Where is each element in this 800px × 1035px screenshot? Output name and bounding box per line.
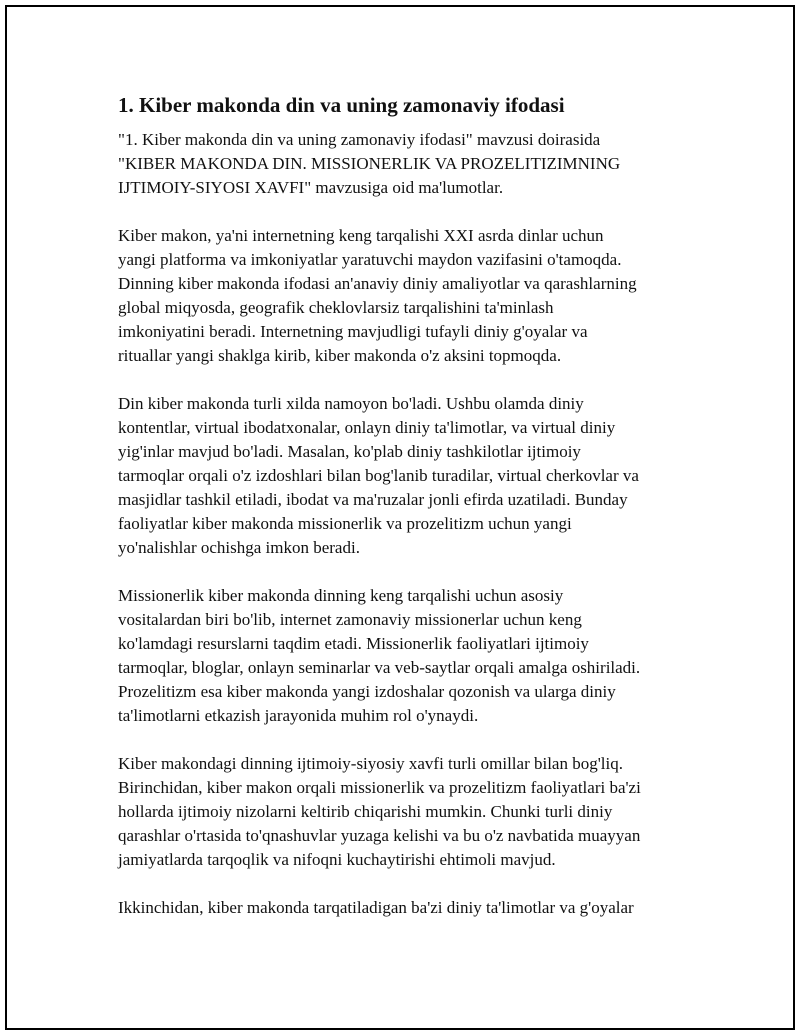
paragraph-line: global miqyosda, geografik cheklovlarsiz tarqalishini ta'minlash: [118, 298, 554, 317]
paragraph-4: [112, 584, 687, 728]
paragraph-line: Birinchidan, kiber makon orqali missionerlik va prozelitizm faoliyatlari ba'zi: [118, 778, 641, 797]
paragraph-line: tarmoqlar, bloglar, onlayn seminarlar va veb-saytlar orqali amalga oshiriladi.: [118, 658, 641, 677]
paragraph-2: [112, 224, 687, 368]
paragraph-line: "KIBER MAKONDA DIN. MISSIONERLIK VA PROZELITIZIMNING: [118, 154, 621, 173]
paragraph-line: vositalardan biri bo'lib, internet zamonaviy missionerlar uchun keng: [118, 610, 582, 629]
paragraph-line: jamiyatlarda tarqoqlik va nifoqni kuchaytirishi ehtimoli mavjud.: [118, 850, 556, 869]
paragraph-line: Dinning kiber makonda ifodasi an'anaviy diniy amaliyotlar va qarashlarning: [118, 274, 637, 293]
paragraph-line: ko'lamdagi resurslarni taqdim etadi. Missionerlik faoliyatlari ijtimoiy: [118, 634, 589, 653]
paragraph-line: rituallar yangi shaklga kirib, kiber makonda o'z aksini topmoqda.: [118, 346, 562, 365]
document-body: [112, 92, 687, 944]
paragraph-line: yangi platforma va imkoniyatlar yaratuvchi maydon vazifasini o'tamoqda.: [118, 250, 622, 269]
section-heading: 1. Kiber makonda din va uning zamonaviy ifodasi: [118, 93, 565, 117]
paragraph-line: yig'inlar mavjud bo'ladi. Masalan, ko'plab diniy tashkilotlar ijtimoiy: [118, 442, 581, 461]
paragraph-line: IJTIMOIY-SIYOSI XAVFI" mavzusiga oid ma'lumotlar.: [118, 178, 504, 197]
paragraph-1: [112, 128, 687, 200]
paragraph-line: kontentlar, virtual ibodatxonalar, onlayn diniy ta'limotlar, va virtual diniy: [118, 418, 616, 437]
paragraph-line: ta'limotlarni etkazish jarayonida muhim rol o'ynaydi.: [118, 706, 479, 725]
paragraph-line: hollarda ijtimoiy nizolarni keltirib chiqarishi mumkin. Chunki turli diniy: [118, 802, 613, 821]
paragraph-line: Prozelitizm esa kiber makonda yangi izdoshalar qozonish va ularga diniy: [118, 682, 616, 701]
paragraph-6: [112, 896, 687, 920]
paragraph-line: qarashlar o'rtasida to'qnashuvlar yuzaga kelishi va bu o'z navbatida muayyan: [118, 826, 641, 845]
paragraph-line: "1. Kiber makonda din va uning zamonaviy ifodasi" mavzusi doirasida: [118, 130, 601, 149]
paragraph-line: yo'nalishlar ochishga imkon beradi.: [118, 538, 360, 557]
paragraph-line: Missionerlik kiber makonda dinning keng tarqalishi uchun asosiy: [118, 586, 564, 605]
paragraph-line: Kiber makondagi dinning ijtimoiy-siyosiy xavfi turli omillar bilan bog'liq.: [118, 754, 623, 773]
paragraph-line: imkoniyatini beradi. Internetning mavjudligi tufayli diniy g'oyalar va: [118, 322, 588, 341]
paragraph-line: faoliyatlar kiber makonda missionerlik va prozelitizm uchun yangi: [118, 514, 572, 533]
paragraph-line: masjidlar tashkil etiladi, ibodat va ma'ruzalar jonli efirda uzatiladi. Bunday: [118, 490, 628, 509]
paragraph-5: [112, 752, 687, 872]
paragraph-line: Din kiber makonda turli xilda namoyon bo'ladi. Ushbu olamda diniy: [118, 394, 584, 413]
paragraph-3: [112, 392, 687, 560]
paragraph-line: Ikkinchidan, kiber makonda tarqatiladigan ba'zi diniy ta'limotlar va g'oyalar: [118, 898, 634, 917]
paragraph-line: tarmoqlar orqali o'z izdoshlari bilan bog'lanib turadilar, virtual cherkovlar va: [118, 466, 639, 485]
paragraph-line: Kiber makon, ya'ni internetning keng tarqalishi XXI asrda dinlar uchun: [118, 226, 604, 245]
